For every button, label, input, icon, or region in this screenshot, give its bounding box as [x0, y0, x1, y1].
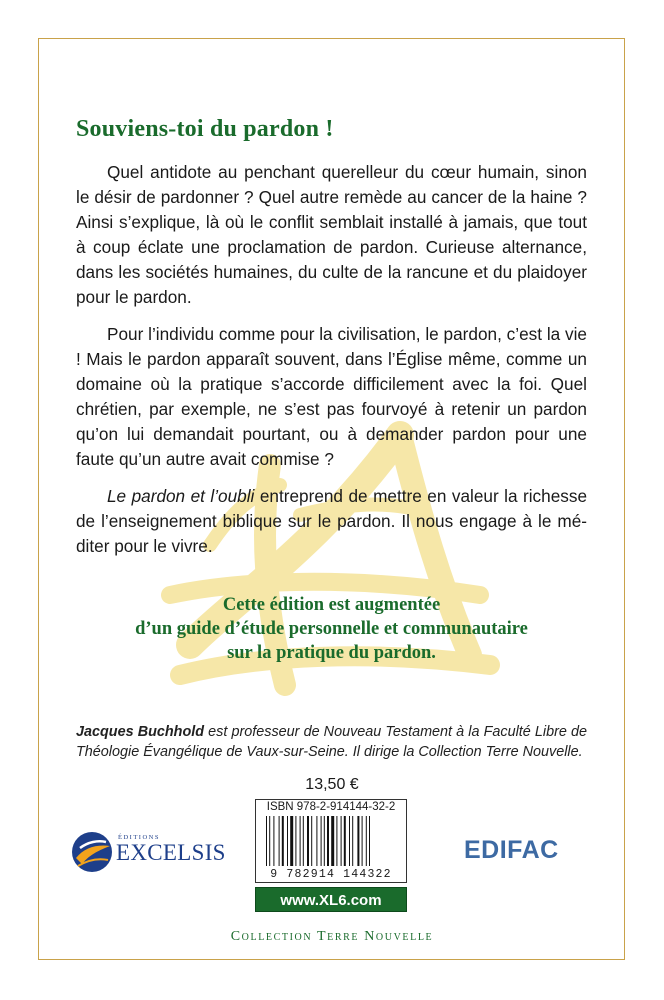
- author-bio-text: est professeur de Nouveau Testament à la Faculté Libre de Théologie Évangélique de Vaux-sur-Seine. Il dirige la Collection Terre Nouvelle.: [76, 724, 587, 760]
- website-link[interactable]: www.XL6.com: [255, 887, 407, 912]
- price: 13,50 €: [305, 776, 359, 793]
- excelsis-name: EXCELSIS: [116, 840, 226, 865]
- excelsis-emblem-icon: [70, 830, 114, 874]
- edition-note-line: d’un guide d’étude personnelle et communautaire: [135, 619, 528, 639]
- edition-note-line: Cette édition est augmentée: [222, 595, 441, 615]
- excelsis-editions: ÉDITIONS: [118, 834, 160, 841]
- page-title: Souviens-toi du pardon !: [76, 116, 334, 142]
- second-paragraph: Pour l’individu comme pour la civilisation, le pardon, c’est la vie ! Mais le pardon apparaît souvent, dans l’Église même, comme un domaine où la pratique s’accorde difficilement avec la foi. Quel chrétien, par exemple, ne s’est pas fourvoyé à retenir un pardon qu’on lui demandait pourtant, ou à demander pardon pour une faute qu’un autre avait commise ?: [76, 324, 587, 469]
- author-name: Jacques Buchhold: [76, 724, 205, 740]
- collection-name: Collection Terre Nouvelle: [230, 929, 434, 944]
- barcode-icon: [266, 816, 398, 866]
- isbn: ISBN 978-2-914144-32-2: [266, 801, 396, 813]
- edition-note: [76, 593, 587, 665]
- barcode-digits: 9 782914 144322: [270, 868, 392, 881]
- edition-note-line: sur la pratique du pardon.: [227, 643, 436, 663]
- barcode-box: [255, 799, 407, 883]
- third-paragraph-text: entreprend de mettre en valeur la richesse de l’enseignement biblique sur le pardon. Il nous engage à le méditer pour le vivre.: [76, 486, 588, 556]
- book-title: Le pardon et l’oubli: [107, 486, 255, 506]
- excelsis-logo: [70, 830, 240, 880]
- edifac-logo: EDIFAC: [464, 836, 559, 864]
- intro-paragraph: Quel antidote au penchant querelleur du cœur humain, sinon le désir de pardonner ? Quel autre remède au cancer de la haine ? Ainsi s’explique, là où le conflit semblait installé à jamais, que tout à coup éclate une proclamation de pardon. Curieuse alternance, dans les sociétés humaines, du culte de la rancune et du plaidoyer pour le pardon.: [76, 162, 587, 307]
- third-paragraph: [76, 484, 587, 559]
- author-bio: [76, 722, 587, 762]
